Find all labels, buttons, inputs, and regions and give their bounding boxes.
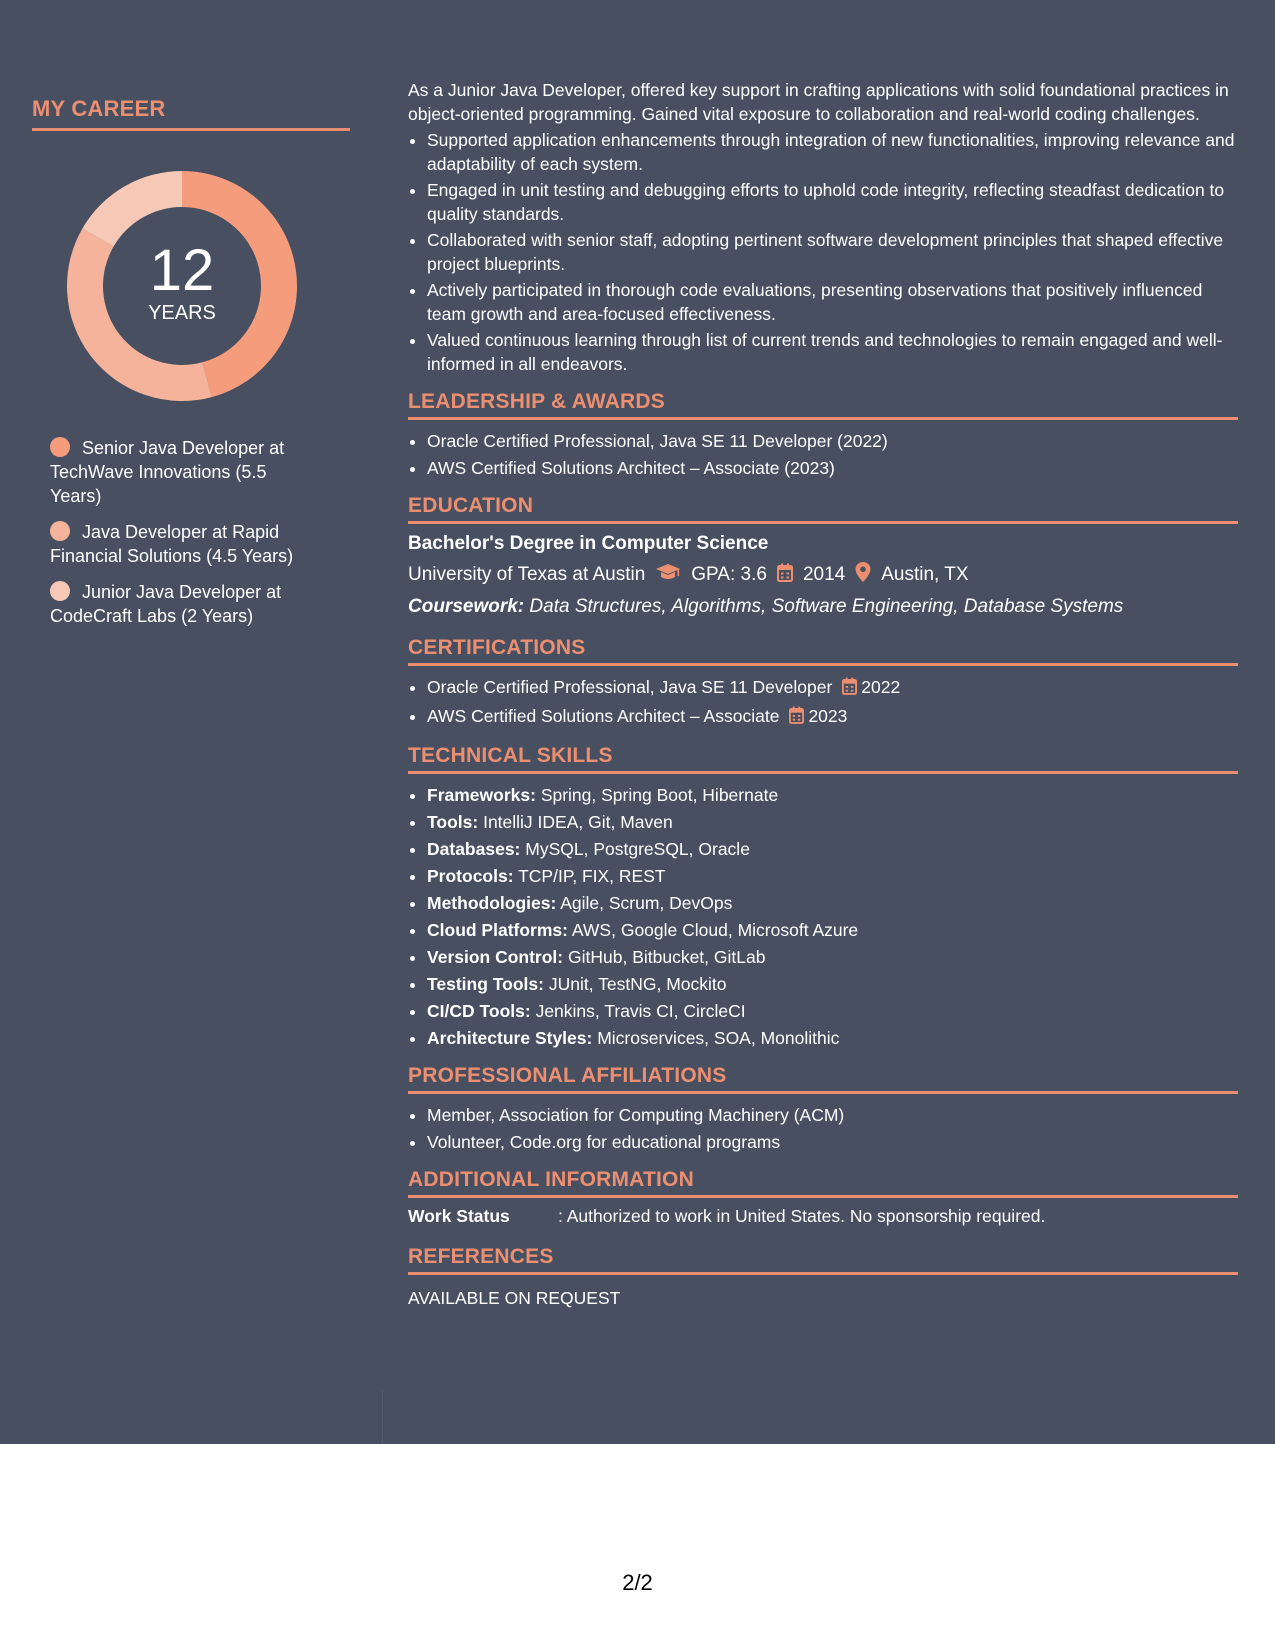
skill-item: [427, 864, 1238, 888]
certifications-heading: CERTIFICATIONS: [408, 636, 1238, 666]
list-item: • Actively participated in thorough code evaluations, presenting observations that positively influenced team growth and area-focused effectiveness.: [427, 278, 1238, 326]
skill-item: [427, 810, 1238, 834]
skill-value: Microservices, SOA, Monolithic: [597, 1028, 840, 1048]
map-pin-icon: [855, 562, 871, 588]
list-item: • Volunteer, Code.org for educational programs: [427, 1130, 1238, 1154]
skill-item: [427, 891, 1238, 915]
affiliations-heading: PROFESSIONAL AFFILIATIONS: [408, 1064, 1238, 1094]
leadership-heading: LEADERSHIP & AWARDS: [408, 390, 1238, 420]
legend-dot-icon: [50, 521, 70, 541]
legend-item: [50, 520, 320, 568]
legend-item: [50, 580, 320, 628]
gpa: GPA: 3.6: [691, 564, 767, 585]
calendar-icon: [777, 563, 793, 588]
legend-dot-icon: [50, 581, 70, 601]
skill-label: Frameworks:: [427, 785, 536, 805]
skill-value: Spring, Spring Boot, Hibernate: [540, 785, 779, 805]
skill-label: Cloud Platforms:: [427, 920, 568, 940]
skill-value: Agile, Scrum, DevOps: [560, 893, 733, 913]
donut-center: [66, 170, 298, 402]
column-divider: [382, 1390, 383, 1444]
cert-name: AWS Certified Solutions Architect – Associate: [427, 706, 780, 726]
total-years-unit: YEARS: [148, 301, 216, 324]
skill-label: Protocols:: [427, 866, 514, 886]
skill-item: [427, 945, 1238, 969]
skills-list: [408, 783, 1238, 1050]
education-details: [408, 562, 1238, 588]
work-status-value: : Authorized to work in United States. No sponsorship required.: [558, 1206, 1046, 1226]
skill-value: MySQL, PostgreSQL, Oracle: [525, 839, 750, 859]
graduation-year: 2014: [802, 564, 846, 585]
skill-label: Tools:: [427, 812, 479, 832]
skill-value: TCP/IP, FIX, REST: [518, 866, 666, 886]
skill-label: Databases:: [427, 839, 521, 859]
skill-label: Architecture Styles:: [427, 1028, 593, 1048]
total-years-number: 12: [149, 237, 215, 303]
legend-item: [50, 436, 320, 508]
list-item: [427, 704, 1238, 730]
calendar-icon: [789, 706, 804, 730]
legend-label: Senior Java Developer at TechWave Innovations (5.5 Years): [50, 438, 285, 506]
affiliations-list: [408, 1103, 1238, 1154]
graduation-cap-icon: [655, 563, 681, 587]
career-legend: [50, 436, 320, 628]
main-content: [408, 78, 1238, 1309]
skill-label: Testing Tools:: [427, 974, 544, 994]
skill-item: [427, 783, 1238, 807]
legend-label: Junior Java Developer at CodeCraft Labs (2 Years): [50, 582, 282, 626]
skill-item: [427, 837, 1238, 861]
skill-value: AWS, Google Cloud, Microsoft Azure: [571, 920, 859, 940]
certifications-list: [408, 675, 1238, 730]
career-heading: MY CAREER: [32, 96, 350, 131]
school-name: University of Texas at Austin: [408, 564, 646, 585]
coursework-list: Data Structures, Algorithms, Software Engineering, Database Systems: [529, 596, 1124, 617]
coursework: [408, 596, 1238, 618]
references-heading: REFERENCES: [408, 1245, 1238, 1275]
cert-year: 2023: [808, 706, 848, 726]
cert-name: Oracle Certified Professional, Java SE 11 Developer: [427, 677, 833, 697]
school-location: Austin, TX: [881, 564, 969, 585]
skill-item: [427, 918, 1238, 942]
additional-info-heading: ADDITIONAL INFORMATION: [408, 1168, 1238, 1198]
work-status-label: Work Status: [408, 1206, 510, 1226]
references-text: AVAILABLE ON REQUEST: [408, 1288, 621, 1308]
coursework-label: Coursework:: [408, 596, 525, 617]
sidebar: [32, 96, 350, 640]
skill-item: [427, 1026, 1238, 1050]
list-item: • Collaborated with senior staff, adopting pertinent software development principles that shaped effective project blueprints.: [427, 228, 1238, 276]
legend-dot-icon: [50, 437, 70, 457]
page-number: 2/2: [622, 1570, 653, 1595]
list-item: • Valued continuous learning through list of current trends and technologies to remain engaged and well-informed in all endeavors.: [427, 328, 1238, 376]
list-item: [427, 675, 1238, 701]
list-item: • Member, Association for Computing Machinery (ACM): [427, 1103, 1238, 1127]
skill-label: CI/CD Tools:: [427, 1001, 531, 1021]
skill-label: Methodologies:: [427, 893, 557, 913]
calendar-icon: [842, 677, 857, 701]
work-status-row: [408, 1206, 1238, 1227]
skill-item: [427, 999, 1238, 1023]
cert-year: 2022: [861, 677, 901, 697]
education-heading: EDUCATION: [408, 494, 1238, 524]
skill-value: JUnit, TestNG, Mockito: [548, 974, 727, 994]
list-item: • Engaged in unit testing and debugging efforts to uphold code integrity, reflecting steadfast dedication to quality standards.: [427, 178, 1238, 226]
list-item: • AWS Certified Solutions Architect – Associate (2023): [427, 456, 1238, 480]
experience-bullets: [408, 128, 1238, 376]
list-item: • Oracle Certified Professional, Java SE 11 Developer (2022): [427, 429, 1238, 453]
list-item: • Supported application enhancements through integration of new functionalities, improving relevance and adaptability of each system.: [427, 128, 1238, 176]
skill-item: [427, 972, 1238, 996]
skill-value: Jenkins, Travis CI, CircleCI: [535, 1001, 746, 1021]
legend-label: Java Developer at Rapid Financial Solutions (4.5 Years): [50, 522, 294, 566]
career-donut-chart: [66, 170, 298, 402]
skill-label: Version Control:: [427, 947, 564, 967]
skills-heading: TECHNICAL SKILLS: [408, 744, 1238, 774]
skill-value: IntelliJ IDEA, Git, Maven: [483, 812, 673, 832]
leadership-list: [408, 429, 1238, 480]
degree-title: Bachelor's Degree in Computer Science: [408, 533, 769, 554]
skill-value: GitHub, Bitbucket, GitLab: [568, 947, 766, 967]
experience-intro: As a Junior Java Developer, offered key support in crafting applications with solid foundational practices in object-oriented programming. Gained vital exposure to collaboration and real-world coding challenges.: [408, 80, 1229, 124]
